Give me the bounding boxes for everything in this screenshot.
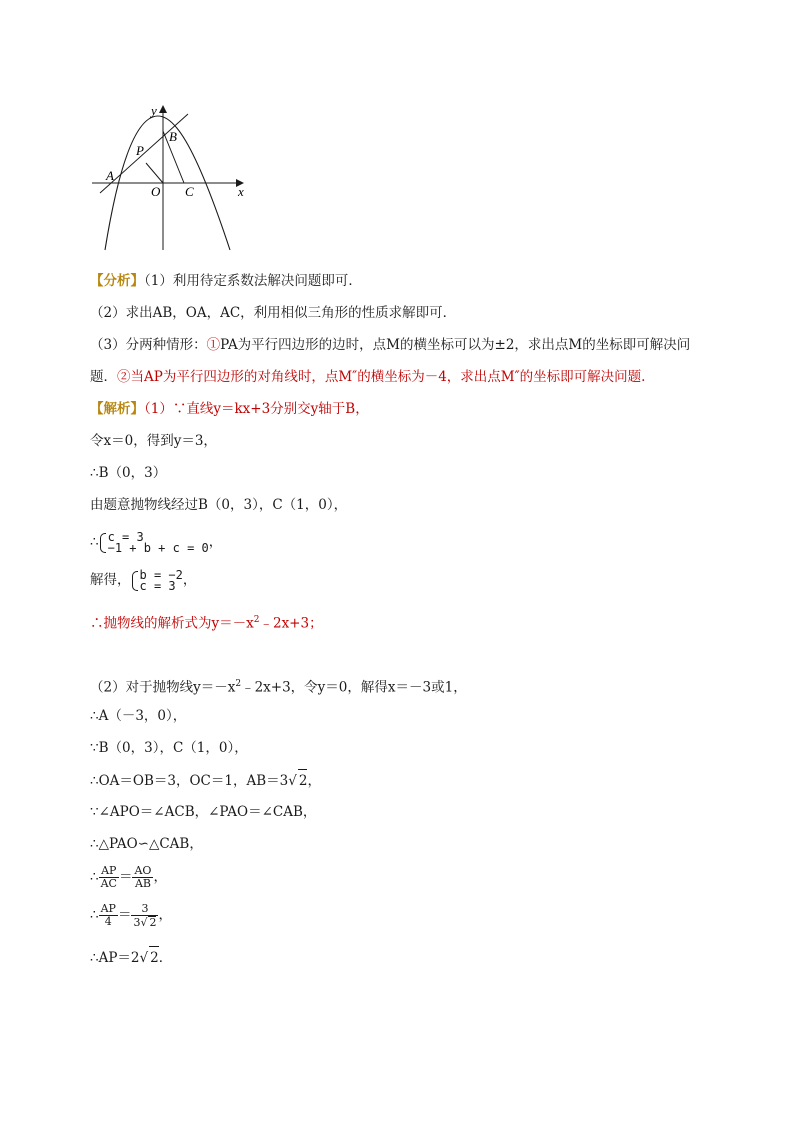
solution-tag: 【解析】 [90,401,144,417]
part2-line-1: （2）对于抛物线$y=-x^2﹣2x+3$，令y＝0，解得x＝－3或1， [90,679,467,696]
analysis-line-4: 题．②当AP为平行四边形的对角线时，点M″的横坐标为－4，求出点M″的坐标即可解决问题. [90,369,646,385]
analysis-line-1: 【分析】（1）利用待定系数法解决问题即可． [90,273,362,289]
solution-line-7: ∴抛物线的解析式为$y=-x^2﹣2x+3$； [90,615,323,632]
analysis-tag: 【分析】 [90,273,144,289]
analysis-line-2: （2）求出AB，OA，AC，利用相似三角形的性质求解即可． [90,305,457,321]
part2-line-6: ∴△PAO∽△CAB， [90,836,203,852]
parabola-figure [88,98,258,254]
label-c: C [185,184,194,199]
part2-line-2: ∴A（－3，0）， [90,708,187,724]
equation-system-1: c = 3 −1 + b + c = 0 [99,532,209,554]
part2-line-9: ∴AP＝2√ 2． [90,946,172,968]
label-p: P [136,143,144,158]
part2-line-8: ∴ $\frac{AP}{4}$ ＝ $\frac{3}{3√ 2}$ ， [90,901,172,929]
fraction-ap-4: $\frac{AP}{4}$ [100,902,116,928]
part2-line-3: ∵B（0，3），C（1，0）， [90,740,248,756]
fraction-ap-ac: $\frac{AP}{AC}$ [100,864,117,890]
fraction-ao-ab: $\frac{AO}{AB}$ [134,864,152,890]
solution-system-1: ∴ c = 3 −1 + b + c = 0 ， [90,529,223,555]
label-o: O [151,184,161,199]
part2-line-5: ∵∠APO＝∠ACB，∠PAO＝∠CAB， [90,804,317,820]
label-b: B [169,129,177,144]
equation-system-2: b = −2 c = 3 [131,570,183,592]
part2-line-4: ∴OA＝OB＝3，OC＝1，AB＝3√ 2， [90,769,321,791]
part2-line-7: ∴ $\frac{AP}{AC}$ ＝ $\frac{AO}{AB}$ ， [90,864,167,890]
solution-line-4: 由题意抛物线经过B（0，3），C（1，0）， [90,497,348,513]
line-po [146,163,163,183]
label-y: y [151,103,157,118]
label-x: x [238,184,244,199]
solution-system-2: 解得， b = −2 c = 3 ， [90,567,197,593]
solution-line-2: 令x＝0，得到y＝3， [90,433,217,449]
solution-line-3: ∴B（0，3） [90,465,167,481]
label-a: A [106,168,114,183]
analysis-line-3: （3）分两种情形：①PA为平行四边形的边时，点M的横坐标可以为±2，求出点M的坐标即可解决问 [90,337,691,353]
fraction-3-over-3root2: $\frac{3}{3√ 2}$ [133,901,157,929]
solution-line-1: 【解析】（1）∵直线y＝kx+3分别交y轴于B， [90,401,369,417]
